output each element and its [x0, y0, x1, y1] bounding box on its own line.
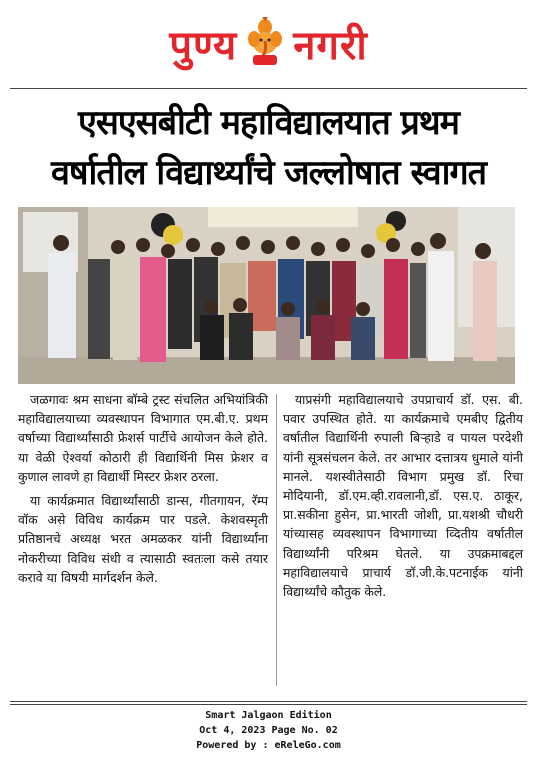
article-column-right: [283, 390, 523, 606]
footer-divider: [10, 701, 527, 702]
column-divider: [276, 394, 277, 686]
headline-line-1: एसएसबीटी महाविद्यालयात प्रथम: [78, 103, 459, 143]
brand-name-left: पुण्य: [169, 22, 238, 69]
article-paragraph: जळगावः श्रम साधना बॉम्बे ट्रस्ट संचलित अभियांत्रिकी महाविद्यालयाच्या व्यवस्थापन विभागात एम.बी.ए. प्रथम वर्षाच्या विद्यार्थ्यांसाठी फ्रेशर्स पार्टीचे आयोजन केले होते. या वेळी ऐश्वर्या कोठारी ही विद्यार्थिनी मिस फ्रेशर व कुणाल लावणे हा विद्यार्थी मिस्टर फ्रेशर ठरला.: [18, 392, 268, 484]
edition-footer: [0, 708, 537, 753]
group-photo-illustration: [18, 207, 515, 384]
article-paragraph: याप्रसंगी महाविद्यालयाचे उपप्राचार्य डॉ. एस. बी. पवार उपस्थित होते. या कार्यक्रमाचे एमबीए द्वितीय वर्षातील विद्यार्थिनी रुपाली बिऱ्हाडे व पायल परदेशी यांनी सूत्रसंचलन केले. तर आभार दत्तात्रय धुमाले यांनी मानले. यशस्वीतेसाठी विभाग प्रमुख डॉ. रिचा मोदियानी, डॉ.एम.व्ही.रावलानी,डॉ. एस.ए. ठाकूर, प्रा.सकीना हुसेन, प्रा.भारती जोशी, प्रा.यशश्री चौधरी यांच्यासह व्यवस्थापन विभागाच्या व्दितीय वर्षातील विद्यार्थ्यांनी परिश्रम घेतले. या उपक्रमाबद्दल महाविद्यालयाचे प्राचार्य डॉ.जी.के.पटनाईक यांनी विद्यार्थ्यांचे कौतुक केले.: [283, 392, 523, 600]
group-photo: [18, 207, 515, 384]
ganesha-emblem-icon: [245, 17, 285, 69]
newspaper-masthead: [0, 0, 537, 86]
article-headline: [10, 98, 527, 206]
edition-name: Smart Jalgaon Edition: [205, 710, 332, 721]
article-column-left: [18, 390, 268, 592]
powered-by-link[interactable]: Powered by : eReleGo.com: [196, 740, 341, 751]
footer-divider-2: [10, 704, 527, 705]
brand-name-right: नगरी: [293, 22, 368, 69]
masthead-divider: [10, 88, 527, 89]
headline-line-2: वर्षातील विद्यार्थ्यांचे जल्लोषात स्वागत: [50, 153, 486, 193]
edition-date-page: Oct 4, 2023 Page No. 02: [199, 725, 338, 736]
article-paragraph: या कार्यक्रमात विद्यार्थ्यांसाठी डान्स, गीतगायन, रॅम्प वॉक असे विविध कार्यक्रम पार पडले. केशवस्मृती प्रतिष्ठानचे अध्यक्ष भरत अमळकर यांनी विद्यार्थ्यांना नोकरीच्या विविध संधी व त्यासाठी स्वतःला कसे तयार करावे या विषयी मार्गदर्शन केले.: [18, 493, 268, 585]
